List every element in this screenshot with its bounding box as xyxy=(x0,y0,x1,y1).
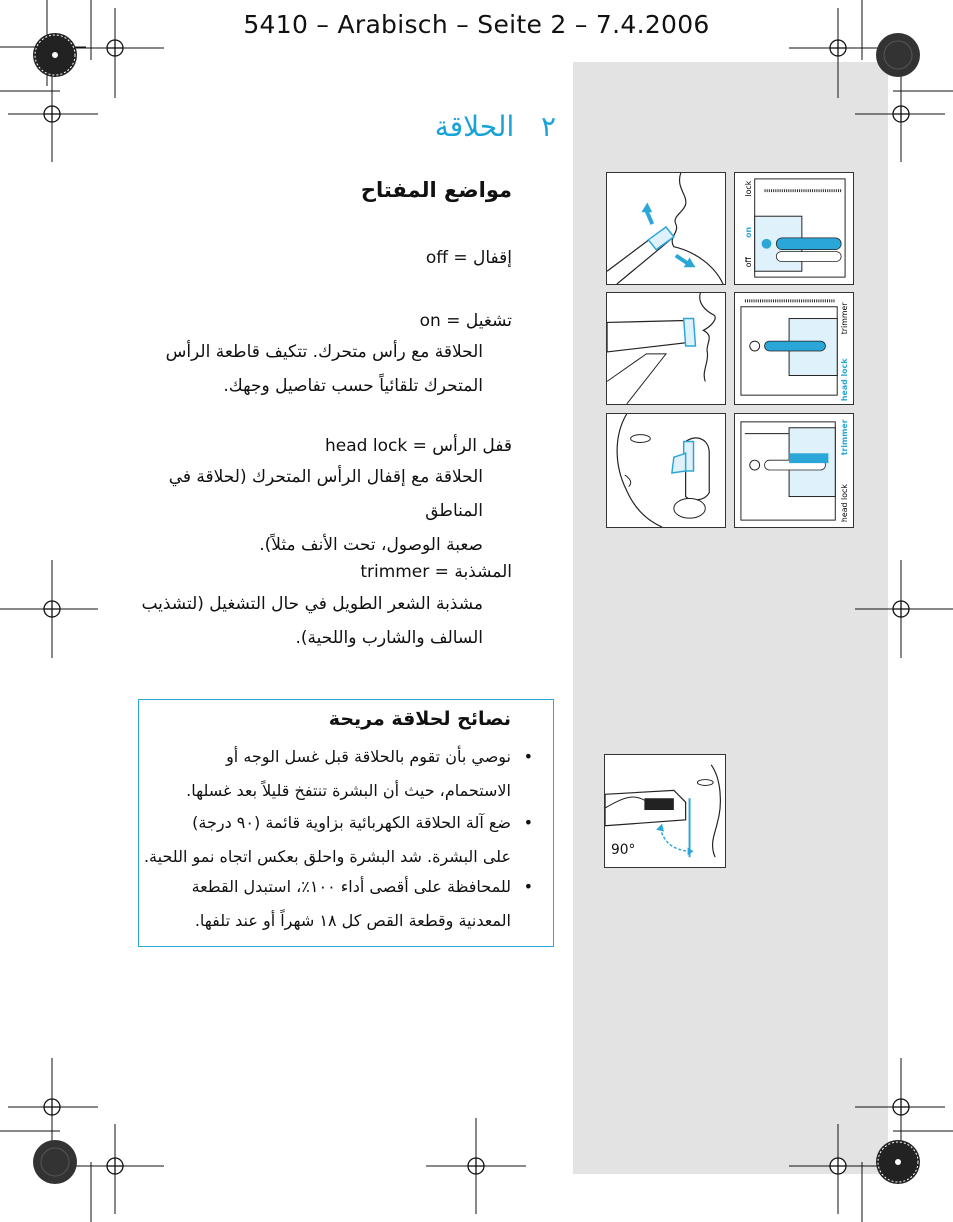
desc-line: الحلاقة مع إقفال الرأس المتحرك (لحلاقة في المناطق xyxy=(168,467,483,521)
figure-shaving-head-lock xyxy=(606,292,726,405)
figure-switch-trimmer xyxy=(734,413,854,528)
figure-shaving-on xyxy=(606,172,726,285)
head-lock-label: head lock xyxy=(840,358,850,402)
lock-label: lock xyxy=(743,180,753,197)
figure-switch-head-lock xyxy=(734,292,854,405)
switch-item-head-lock: head lock = قفل الرأس xyxy=(325,436,512,456)
desc-line: المتحرك تلقائياً حسب تفاصيل وجهك. xyxy=(223,376,483,396)
figure-switch-on xyxy=(734,172,854,285)
switch-key: off xyxy=(425,248,448,268)
tip-line: الاستحمام، حيث أن البشرة تنتفخ قليلاً بعد غسلها. xyxy=(186,781,511,800)
switch-item-on: on = تشغيل xyxy=(419,311,512,331)
section-title xyxy=(435,110,556,143)
switch-desc-head-lock xyxy=(123,460,483,562)
desc-line: السالف والشارب واللحية). xyxy=(295,628,483,648)
figure-shaving-angle xyxy=(604,754,726,868)
bullet-icon: • xyxy=(523,747,533,766)
tip-item xyxy=(141,740,533,808)
page-header: 5410 – Arabisch – Seite 2 – 7.4.2006 xyxy=(243,10,710,39)
desc-line: صعبة الوصول، تحت الأنف مثلاً). xyxy=(259,535,483,555)
trimmer-label-active: trimmer xyxy=(840,419,850,456)
switch-key: head lock xyxy=(325,436,408,456)
tips-title: نصائح لحلاقة مريحة xyxy=(328,708,511,730)
switch-key: trimmer xyxy=(360,562,430,582)
off-label: off xyxy=(743,257,753,268)
tip-line: المعدنية وقطعة القص كل ١٨ شهراً أو عند تلفها. xyxy=(194,911,511,930)
section-title-text: الحلاقة xyxy=(434,110,515,143)
bullet-icon: • xyxy=(523,877,533,896)
head-lock-label-inactive: head lock xyxy=(840,484,850,523)
trimmer-label: trimmer xyxy=(840,302,850,335)
switch-label: إقفال xyxy=(473,248,512,268)
switch-item-off: off = إقفال xyxy=(425,248,512,268)
tip-item xyxy=(141,806,533,874)
on-label: on xyxy=(743,226,753,238)
switch-key: on xyxy=(419,311,441,331)
desc-line: مشذبة الشعر الطويل في حال التشغيل (لتشذيب xyxy=(141,594,483,614)
tip-item xyxy=(141,870,533,938)
switch-positions-heading: مواضع المفتاح xyxy=(360,178,512,202)
switch-desc-trimmer xyxy=(123,587,483,655)
tip-line: ضع آلة الحلاقة الكهربائية بزاوية قائمة (٩٠ درجة) xyxy=(192,813,511,832)
section-number: ٢ xyxy=(540,110,556,143)
switch-label: تشغيل xyxy=(465,311,512,331)
switch-item-trimmer: trimmer = المشذبة xyxy=(360,562,512,582)
figure-trimmer-face xyxy=(606,413,726,528)
desc-line: الحلاقة مع رأس متحرك. تتكيف قاطعة الرأس xyxy=(165,342,483,362)
switch-label: المشذبة xyxy=(454,562,512,582)
angle-label: 90° xyxy=(610,842,636,859)
switch-label: قفل الرأس xyxy=(432,436,512,456)
tip-line: على البشرة. شد البشرة واحلق بعكس اتجاه نمو اللحية. xyxy=(143,847,511,866)
bullet-icon: • xyxy=(523,813,533,832)
tip-line: نوصي بأن تقوم بالحلاقة قبل غسل الوجه أو xyxy=(226,747,511,766)
tip-line: للمحافظة على أقصى أداء ١٠٠٪، استبدل القطعة xyxy=(191,877,511,896)
switch-desc-on xyxy=(123,335,483,403)
